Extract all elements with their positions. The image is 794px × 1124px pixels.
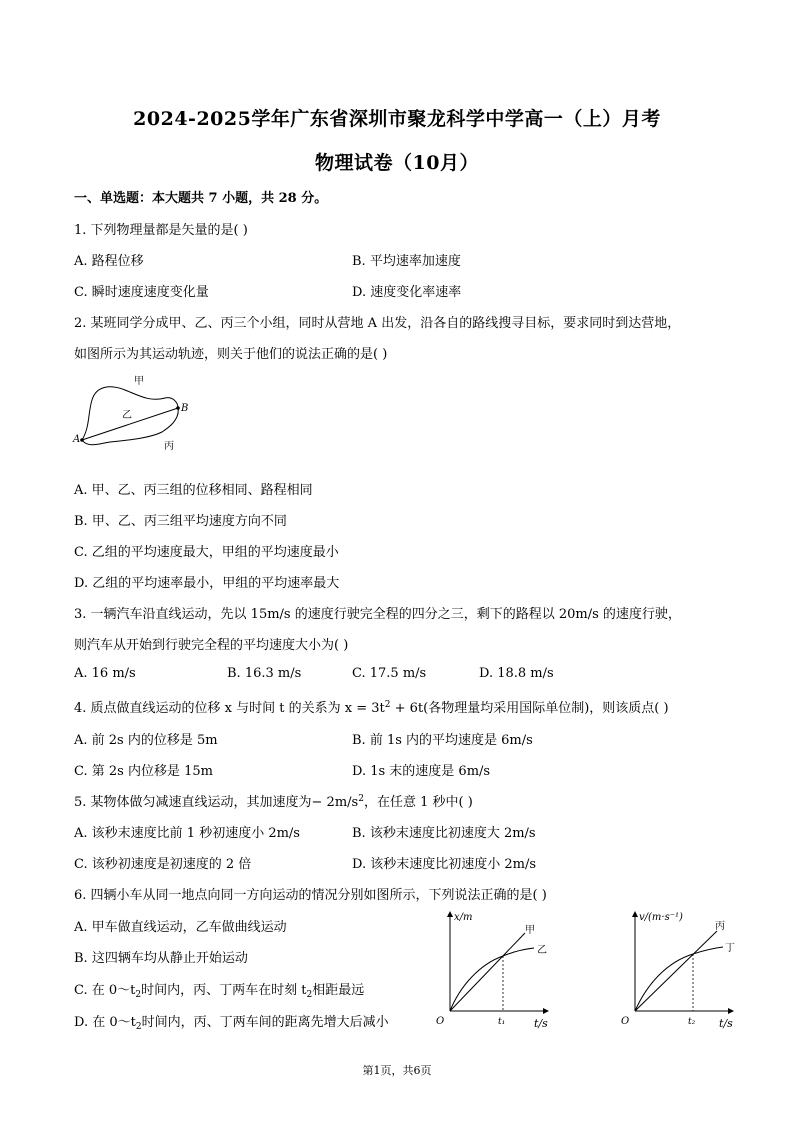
q6-d-post: 时间内，丙、丁两车间的距离先增大后减小 [141, 1015, 389, 1030]
q6-vt-graph [615, 906, 745, 1034]
q1-stem: 1. 下列物理量都是矢量的是( ) [74, 223, 248, 238]
q5-stem [74, 791, 473, 810]
q2-label-bing: 丙 [164, 441, 174, 452]
q6-option-a: A. 甲车做直线运动，乙车做曲线运动 [74, 920, 287, 935]
q5-option-d: D. 该秒末速度比初速度小 2m/s [352, 857, 537, 872]
q2-option-c: C. 乙组的平均速度最大，甲组的平均速度最小 [74, 545, 339, 560]
q6-c-mid: 时间内，丙、丁两车在时刻 t [141, 983, 307, 998]
q6-option-c [74, 979, 364, 1000]
q4-stem-pre: 4. 质点做直线运动的位移 x 与时间 t 的关系为 x = 3t [74, 701, 385, 716]
q6-c-pre: C. 在 0～t [74, 983, 136, 998]
q2-stem-line1: 2. 某班同学分成甲、乙、丙三个小组，同时从营地 A 出发，沿各自的路线搜寻目标，要求同时到达营地， [74, 316, 681, 331]
q3-option-d: D. 18.8 m/s [479, 666, 554, 681]
q6-graph2-xlabel: t/s [719, 1017, 733, 1030]
page-footer: 第1页，共6页 [362, 1064, 432, 1077]
section-heading: 一、单选题：本大题共 7 小题，共 28 分。 [74, 191, 328, 206]
q4-option-d: D. 1s 末的速度是 6m/s [352, 764, 491, 779]
q3-option-b: B. 16.3 m/s [227, 666, 302, 681]
q6-d-sub: 2 [135, 1022, 142, 1032]
q2-stem-line2: 如图所示为其运动轨迹，则关于他们的说法正确的是( ) [74, 347, 388, 362]
q6-c-sub1: 2 [135, 990, 142, 1000]
q3-stem-line2: 则汽车从开始到行驶完全程的平均速度大小为( ) [74, 638, 349, 653]
q5-option-c: C. 该秒初速度是初速度的 2 倍 [74, 857, 252, 872]
q5-stem-post: ，在任意 1 秒中( ) [363, 795, 473, 810]
q6-c-post: 相距最远 [312, 983, 365, 998]
q5-option-a: A. 该秒末速度比前 1 秒初速度小 2m/s [74, 826, 300, 841]
q6-graph1-xlabel: t/s [534, 1017, 548, 1030]
q6-graph2-line1-label: 丙 [715, 921, 725, 932]
q6-stem: 6. 四辆小车从同一地点向同一方向运动的情况分别如图所示，下列说法正确的是( ) [74, 888, 547, 903]
q2-label-yi: 乙 [122, 410, 132, 421]
q6-d-pre: D. 在 0～t [74, 1015, 136, 1030]
q5-option-b: B. 该秒末速度比初速度大 2m/s [352, 826, 536, 841]
q4-option-a: A. 前 2s 内的位移是 5m [74, 733, 218, 748]
q1-option-a: A. 路程位移 [74, 254, 144, 269]
q1-option-c: C. 瞬时速度速度变化量 [74, 285, 209, 300]
q6-xt-graph [430, 906, 560, 1034]
q4-stem-post: + 6t(各物理量均采用国际单位制)，则该质点( ) [390, 701, 669, 716]
q2-label-a: A [73, 434, 81, 445]
q4-stem-sup: 2 [384, 700, 391, 710]
exam-title-line2: 物理试卷（10月） [315, 152, 479, 174]
q5-stem-sup: 2 [358, 794, 364, 804]
q2-option-b: B. 甲、乙、丙三组平均速度方向不同 [74, 514, 287, 529]
q4-option-c: C. 第 2s 内位移是 15m [74, 764, 213, 779]
q6-graph2-ylabel: v/(m·s⁻¹) [639, 912, 683, 923]
q2-label-b: B [181, 403, 189, 414]
q6-graph2-tick: t₂ [688, 1017, 696, 1027]
q6-graph1-ylabel: x/m [454, 912, 473, 923]
q1-option-b: B. 平均速率加速度 [352, 254, 461, 269]
exam-title-line1: 2024-2025学年广东省深圳市聚龙科学中学高一（上）月考 [133, 108, 661, 130]
q4-option-b: B. 前 1s 内的平均速度是 6m/s [352, 733, 533, 748]
q6-option-b: B. 这四辆车均从静止开始运动 [74, 951, 248, 966]
q6-graph1-line1-label: 甲 [525, 925, 535, 936]
q6-graph1-origin: O [436, 1016, 445, 1027]
q4-stem [74, 697, 669, 716]
q2-option-d: D. 乙组的平均速率最小，甲组的平均速率最大 [74, 576, 340, 591]
q3-option-c: C. 17.5 m/s [352, 666, 427, 681]
q6-graph1-line2-label: 乙 [537, 945, 547, 956]
q6-graph1-tick: t₁ [498, 1017, 506, 1027]
q6-c-sub2: 2 [306, 990, 313, 1000]
q6-graph2-line2-label: 丁 [725, 943, 735, 954]
q6-option-d [74, 1011, 389, 1032]
q6-graph2-origin: O [621, 1016, 630, 1027]
q2-option-a: A. 甲、乙、丙三组的位移相同、路程相同 [74, 483, 313, 498]
q2-trajectory-figure [70, 372, 200, 457]
q1-option-d: D. 速度变化率速率 [352, 285, 462, 300]
q3-stem-line1: 3. 一辆汽车沿直线运动，先以 15m/s 的速度行驶完全程的四分之三，剩下的路程以 20m/s 的速度行驶， [74, 607, 681, 622]
q3-option-a: A. 16 m/s [74, 666, 136, 681]
q2-label-jia: 甲 [134, 376, 144, 387]
q5-stem-pre: 5. 某物体做匀减速直线运动，其加速度为− 2m/s [74, 795, 359, 810]
